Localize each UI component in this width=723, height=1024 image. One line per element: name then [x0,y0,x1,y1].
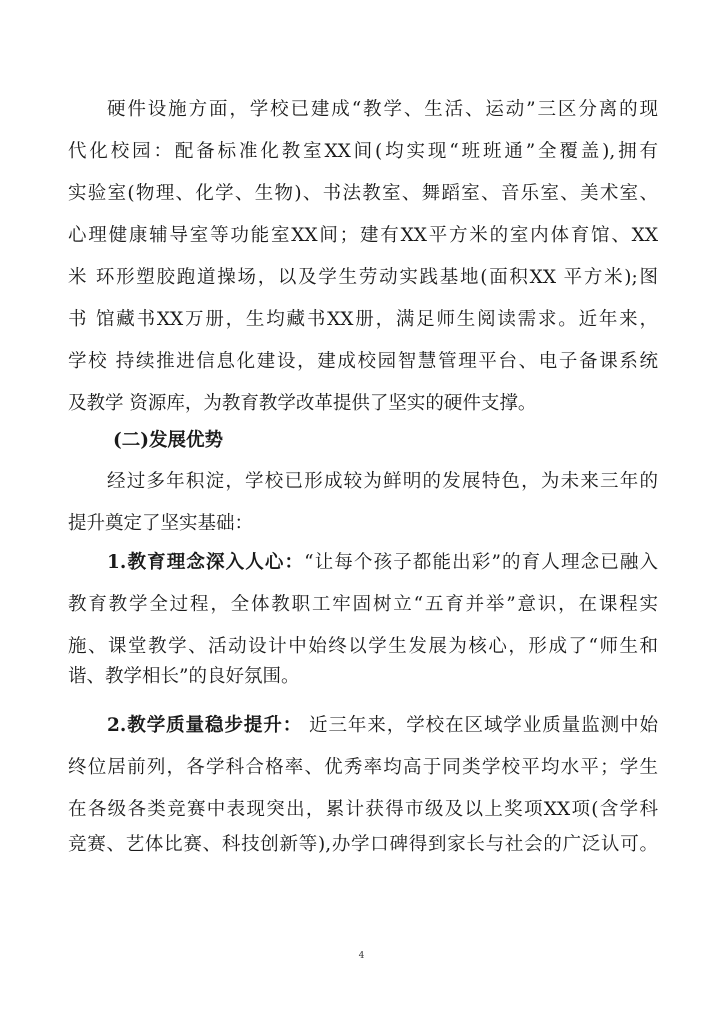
paragraph-2-line-2: 提升奠定了坚实基础： [68,513,254,534]
page-number: 4 [358,951,365,961]
item-2-title: 2.教学质量稳步提升： [107,715,303,736]
paragraph-1-line-6: 书 馆藏书XX万册，生均藏书XX册，满足师生阅读需求。近年来， [68,309,658,330]
item-2-line-2: 终位居前列，各学科合格率、优秀率均高于同类学校平均水平；学生 [68,757,658,778]
paragraph-1-line-3: 实验室(物理、化学、生物)、书法教室、舞蹈室、音乐室、美术室、 [68,183,658,204]
paragraph-1-line-5: 米 环形塑胶跑道操场，以及学生劳动实践基地(面积XX 平方米);图 [68,267,658,288]
item-2-first-line-text: 近三年来，学校在区域学业质量监测中始 [302,715,658,736]
paragraph-1-line-8: 及教学 资源库，为教育教学改革提供了坚实的硬件支撑。 [68,393,537,414]
item-2-line-4: 竞赛、艺体比赛、科技创新等),办学口碑得到家长与社会的广泛认可。 [68,834,658,855]
item-1-line-4: 谐、教学相长”的良好氛围。 [68,666,300,687]
item-1-title: 1.教育理念深入人心： [107,552,305,573]
paragraph-2-line-1: 经过多年积淀，学校已形成较为鲜明的发展特色，为未来三年的 [107,471,658,492]
item-1-line-2: 教育教学全过程，全体教职工牢固树立“五育并举”意识，在课程实 [68,594,658,615]
section-heading: (二)发展优势 [113,430,224,451]
paragraph-1-line-2: 代化校园：配备标准化教室XX间(均实现“班班通”全覆盖),拥有 [68,141,658,162]
item-2-line-1 [107,714,658,738]
paragraph-1-line-4: 心理健康辅导室等功能室XX间；建有XX平方米的室内体育馆、XX [68,225,658,246]
item-1-line-3: 施、课堂教学、活动设计中始终以学生发展为核心，形成了“师生和 [68,636,658,657]
paragraph-1-line-1: 硬件设施方面，学校已建成“教学、生活、运动”三区分离的现 [107,99,658,120]
item-2-line-3: 在各级各类竞赛中表现突出，累计获得市级及以上奖项XX项(含学科 [68,799,658,820]
item-1-first-line-text: “让每个孩子都能出彩”的育人理念已融入 [304,552,658,573]
item-1-line-1 [107,551,658,575]
paragraph-1-line-7: 学校 持续推进信息化建设，建成校园智慧管理平台、电子备课系统 [68,351,658,372]
